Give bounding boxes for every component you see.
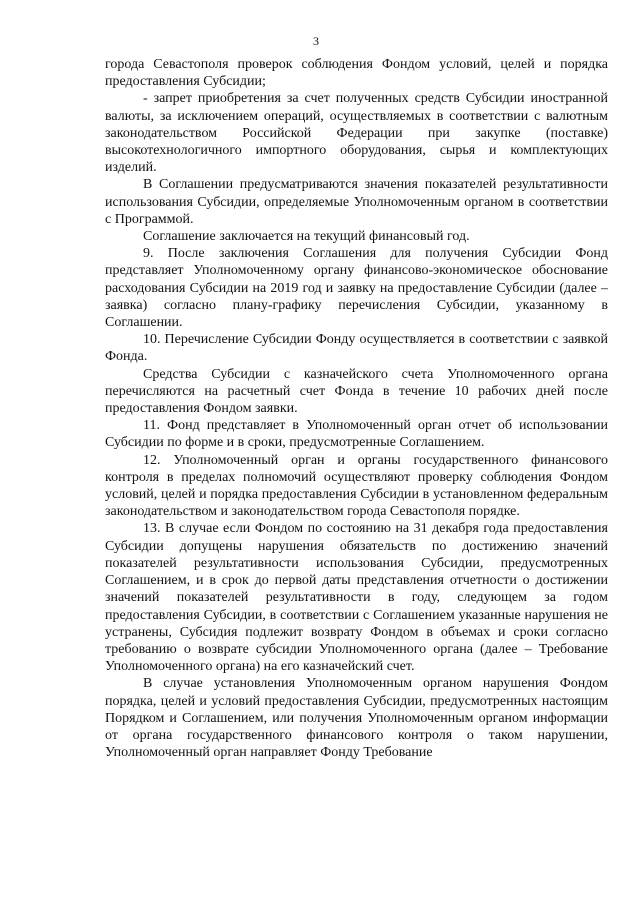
paragraph: города Севастополя проверок соблюдения Фондом условий, целей и порядка предоставления Субсидии; bbox=[105, 57, 608, 90]
paragraph: В Соглашении предусматриваются значения показателей результативности использования Субсидии, определяемые Уполномоченным органом в соответствии с Программой. bbox=[105, 177, 608, 227]
paragraph: 10. Перечисление Субсидии Фонду осуществляется в соответствии с заявкой Фонда. bbox=[105, 332, 608, 365]
paragraph: 12. Уполномоченный орган и органы государственного финансового контроля в пределах полномочий осуществляют проверку соблюдения Фондом условий, целей и порядка предоставления Субсидии в установленном федеральным законодательством и законодательством города Севастополя порядке. bbox=[105, 452, 608, 520]
page-number: 3 bbox=[313, 34, 319, 48]
paragraph: В случае установления Уполномоченным органом нарушения Фондом порядка, целей и условий предоставления Субсидии, предусмотренных настоящим Порядком и Соглашением, или получения Уполномоченным органом информации от органа государственного финансового контроля о таком нарушении, Уполномоченный орган направляет Фонду Требование bbox=[105, 676, 608, 761]
paragraph: Соглашение заключается на текущий финансовый год. bbox=[143, 229, 470, 245]
paragraph: 11. Фонд представляет в Уполномоченный орган отчет об использовании Субсидии по форме и в сроки, предусмотренные Соглашением. bbox=[105, 418, 608, 451]
paragraph: Средства Субсидии с казначейского счета Уполномоченного органа перечисляются на расчетный счет Фонда в течение 10 рабочих дней после предоставления Фондом заявки. bbox=[105, 366, 608, 417]
document-body bbox=[105, 56, 608, 761]
paragraph: - запрет приобретения за счет полученных средств Субсидии иностранной валюты, за исключением операций, осуществляемых в соответствии с валютным законодательством Российской Федерации при закупке (поставке) высокотехнологичного импортного оборудования, сырья и комплектующих изделий. bbox=[105, 91, 608, 176]
paragraph: 9. После заключения Соглашения для получения Субсидии Фонд представляет Уполномоченному органу финансово-экономическое обоснование расходования Субсидии на 2019 год и заявку на предоставление Субсидии (далее – заявка) согласно плану-графику перечисления Субсидии, указанному в Соглашении. bbox=[105, 246, 608, 331]
paragraph: 13. В случае если Фондом по состоянию на 31 декабря года предоставления Субсидии допущены нарушения обязательств по достижению значений показателей результативности использования Субсидии, предусмотренных Соглашением, и в срок до первой даты представления отчетности о достижении значений показателей результативности в году, следующем за годом предоставления Субсидии, в соответствии с Соглашением указанные нарушения не устранены, Субсидия подлежит возврату Фондом в объемах и сроки согласно требованию о возврате субсидии Уполномоченного органа (далее – Требование Уполномоченного органа) на его казначейский счет. bbox=[105, 521, 608, 675]
